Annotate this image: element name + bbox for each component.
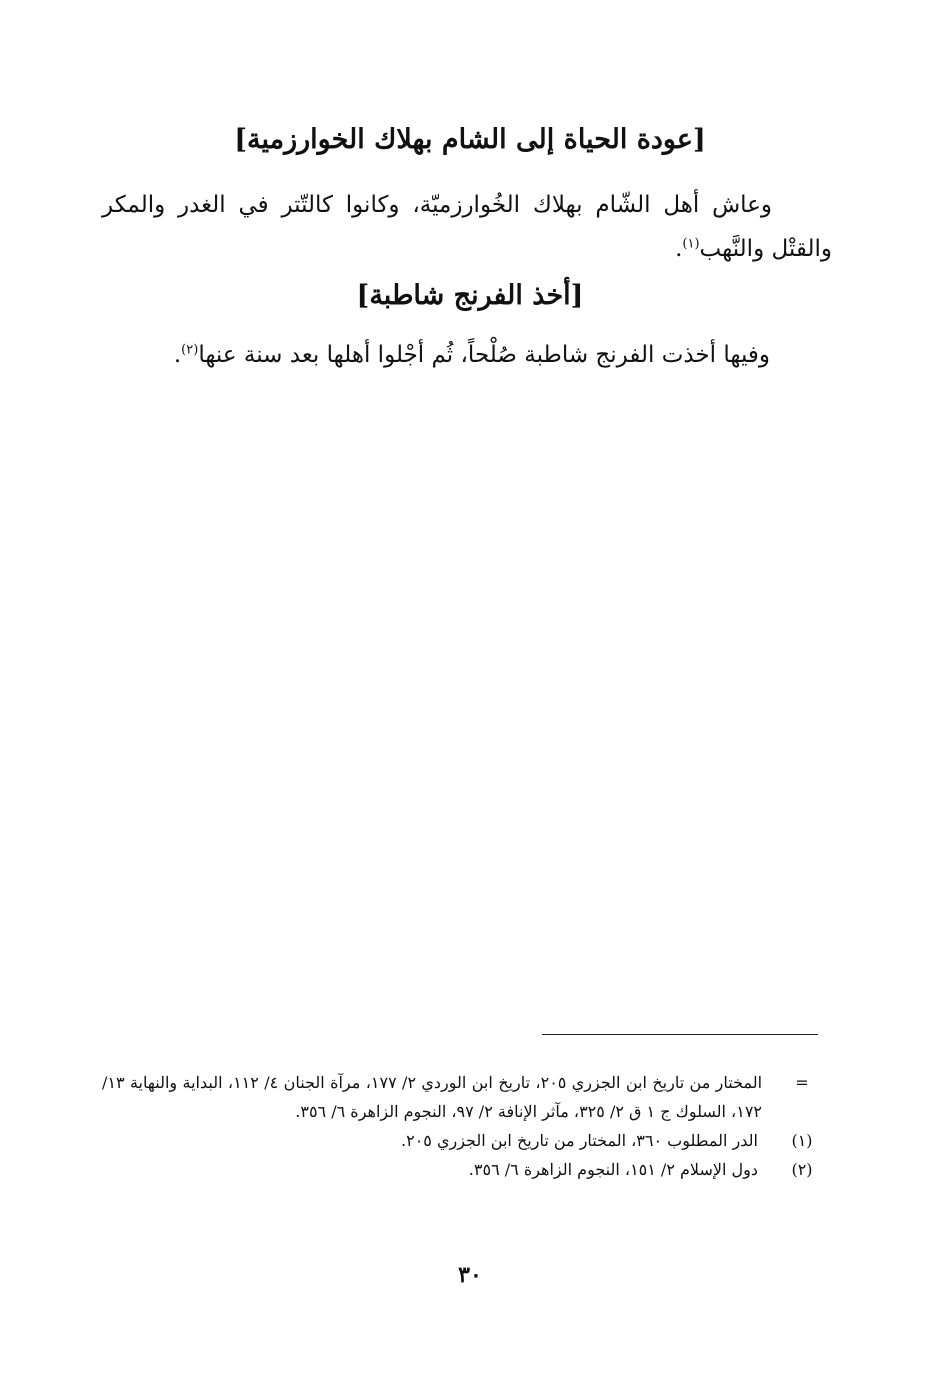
paragraph-text: وفيها أخذت الفرنج شاطبة صُلْحاً، ثُم أجْلوا أهلها بعد سنة عنها [198,342,770,368]
section-heading-xativa: [أخذ الفرنج شاطبة] [356,280,584,311]
paragraph-period: . [675,236,683,262]
footnote-reference-1[interactable]: (١) [682,236,700,252]
paragraph-line [102,227,832,271]
paragraph-khwarazmian [102,183,832,271]
footnote-text: الدر المطلوب ٣٦٠، المختار من تاريخ ابن الجزري ٢٠٥. [401,1131,758,1150]
footnote-continuation-marker: = [795,1073,809,1092]
paragraph-line: وعاش أهل الشّام بهلاك الخُوارزميّة، وكانوا كالتّتر في الغدر والمكر [102,192,772,218]
footnote-1 [102,1126,822,1155]
footnote-text: دول الإسلام ٢/ ١٥١، النجوم الزاهرة ٦/ ٣٥٦. [468,1160,758,1179]
footnote-2 [102,1155,822,1184]
paragraph-xativa [110,333,770,377]
footnote-marker: (٢) [791,1160,813,1179]
paragraph-text: والقتْل والنَّهب [699,236,832,262]
paragraph-period: . [173,342,182,368]
footnote-separator [542,1034,818,1035]
footnotes [102,1068,822,1184]
footnote-text: المختار من تاريخ ابن الجزري ٢٠٥، تاريخ ابن الوردي ٢/ ١٧٧، مرآة الجنان ٤/ ١١٢، البداية والنهاية ١٣/ ١٧٢، السلوك ج ١ ق ٢/ ٣٢٥، مآثر الإنافة ٢/ ٩٧، النجوم الزاهرة ٦/ ٣٥٦. [102,1073,763,1121]
section-heading-khwarazmian: [عودة الحياة إلى الشام بهلاك الخوارزمية] [234,124,706,155]
footnote-continuation [102,1068,822,1126]
page-number: ٣٠ [458,1262,482,1288]
footnote-marker: (١) [791,1131,813,1150]
footnote-reference-2[interactable]: (٢) [181,342,199,358]
